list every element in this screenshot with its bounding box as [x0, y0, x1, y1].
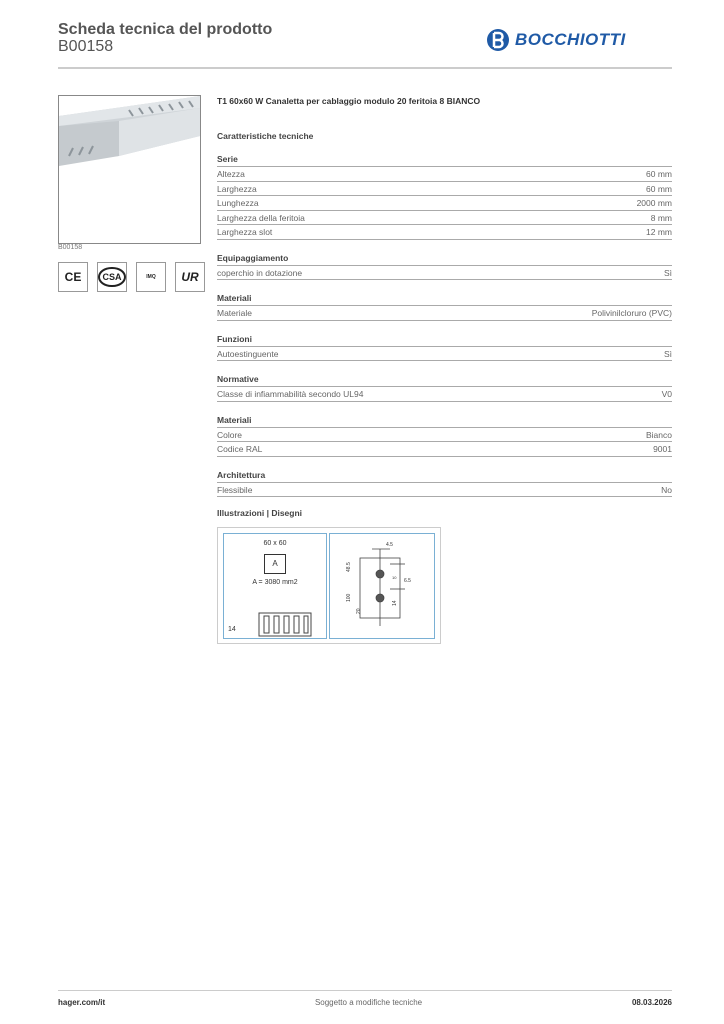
dim-label: 20: [356, 608, 362, 614]
spec-row: [217, 347, 672, 362]
spec-label: Flessibile: [217, 484, 253, 495]
cert-label: IMQ: [146, 274, 156, 280]
spec-section: [217, 415, 672, 457]
image-caption: B00158: [58, 244, 83, 251]
spec-section: [217, 374, 672, 402]
product-code: B00158: [58, 38, 114, 55]
spec-row: [217, 483, 672, 498]
cert-label: CE: [64, 270, 82, 284]
product-name: T1 60x60 W Canaletta per cablaggio modulo 20 feritoia 8 BIANCO: [217, 96, 481, 106]
spec-label: coperchio in dotazione: [217, 267, 303, 278]
section-title: Equipaggiamento: [217, 253, 672, 266]
spec-label: Codice RAL: [217, 444, 263, 454]
illustrations-box: [217, 527, 441, 644]
spec-value: 8 mm: [650, 212, 672, 223]
spec-label: Larghezza della feritoia: [217, 212, 305, 223]
header-divider: [58, 67, 672, 69]
spec-value: 2000 mm: [636, 198, 672, 208]
ur-mark-icon: [175, 262, 205, 292]
area-symbol: A: [264, 554, 286, 574]
spec-row: [217, 266, 672, 281]
spec-row: [217, 196, 672, 211]
brand-name: BOCCHIOTTI: [515, 30, 626, 49]
slot-height-label: 14: [228, 626, 236, 633]
dim-label: 6.5: [404, 578, 411, 584]
characteristics-heading: Caratteristiche tecniche: [217, 131, 314, 141]
section-title: Materiali: [217, 293, 672, 306]
spec-value: 60 mm: [646, 183, 672, 194]
size-label: 60 x 60: [263, 540, 287, 547]
spec-value: V0: [661, 389, 672, 399]
mounting-drawing: [329, 533, 435, 639]
spec-section: [217, 253, 672, 281]
spec-row: [217, 306, 672, 321]
spec-row: [217, 182, 672, 197]
spec-row: [217, 428, 672, 443]
slot-profile-drawing: [258, 610, 313, 638]
dim-label: 100: [346, 593, 352, 602]
spec-label: Larghezza: [217, 183, 257, 194]
footer-divider: [58, 990, 672, 991]
spec-value: 60 mm: [646, 169, 672, 179]
footer: [58, 998, 672, 1007]
cross-section-drawing: [223, 533, 327, 639]
spec-row: [217, 167, 672, 182]
spec-row: [217, 442, 672, 457]
footer-date: 08.03.2026: [631, 998, 672, 1007]
spec-value: Polivinilcloruro (PVC): [591, 308, 672, 318]
spec-label: Larghezza slot: [217, 227, 273, 237]
spec-value: Sì: [663, 267, 672, 278]
cert-label: CSA: [98, 267, 125, 287]
spec-label: Altezza: [217, 169, 245, 179]
dim-label: 14: [392, 600, 398, 606]
area-label: A = 3080 mm2: [252, 579, 298, 586]
spec-row: [217, 225, 672, 240]
section-title: Materiali: [217, 415, 672, 428]
spec-value: Sì: [663, 348, 672, 359]
imq-mark-icon: [136, 262, 166, 292]
dim-label: 10: [392, 575, 397, 580]
illustrations-heading: Illustrazioni | Disegni: [217, 508, 303, 518]
spec-value: No: [661, 484, 672, 495]
spec-section: [217, 334, 672, 362]
spec-value: 12 mm: [646, 227, 672, 237]
dim-label: 48.5: [346, 562, 352, 572]
spec-label: Materiale: [217, 308, 252, 318]
section-title: Normative: [217, 374, 672, 387]
spec-label: Classe di infiammabilità secondo UL94: [217, 389, 364, 399]
spec-label: Autoestinguente: [217, 348, 279, 359]
spec-section: [217, 470, 672, 498]
spec-section: [217, 293, 672, 321]
page-title: Scheda tecnica del prodotto: [58, 21, 273, 38]
dim-label: 4.5: [386, 542, 393, 548]
spec-label: Lunghezza: [217, 198, 259, 208]
section-title: Funzioni: [217, 334, 672, 347]
spec-section: [217, 154, 672, 240]
spec-row: [217, 387, 672, 402]
spec-value: 9001: [653, 444, 672, 454]
section-title: Architettura: [217, 470, 672, 483]
brand-logo-icon: [486, 28, 510, 52]
spec-row: [217, 211, 672, 226]
brand-logo: [486, 28, 626, 52]
csa-mark-icon: [97, 262, 127, 292]
cert-label: UR: [181, 270, 199, 284]
section-title: Serie: [217, 154, 672, 167]
spec-value: Bianco: [646, 429, 672, 440]
product-image: [58, 95, 201, 244]
footer-website-link[interactable]: hager.com/it: [58, 998, 106, 1007]
spec-content: [217, 96, 672, 497]
spec-label: Colore: [217, 429, 243, 440]
ce-mark-icon: [58, 262, 88, 292]
footer-note: Soggetto a modifiche tecniche: [314, 998, 423, 1007]
